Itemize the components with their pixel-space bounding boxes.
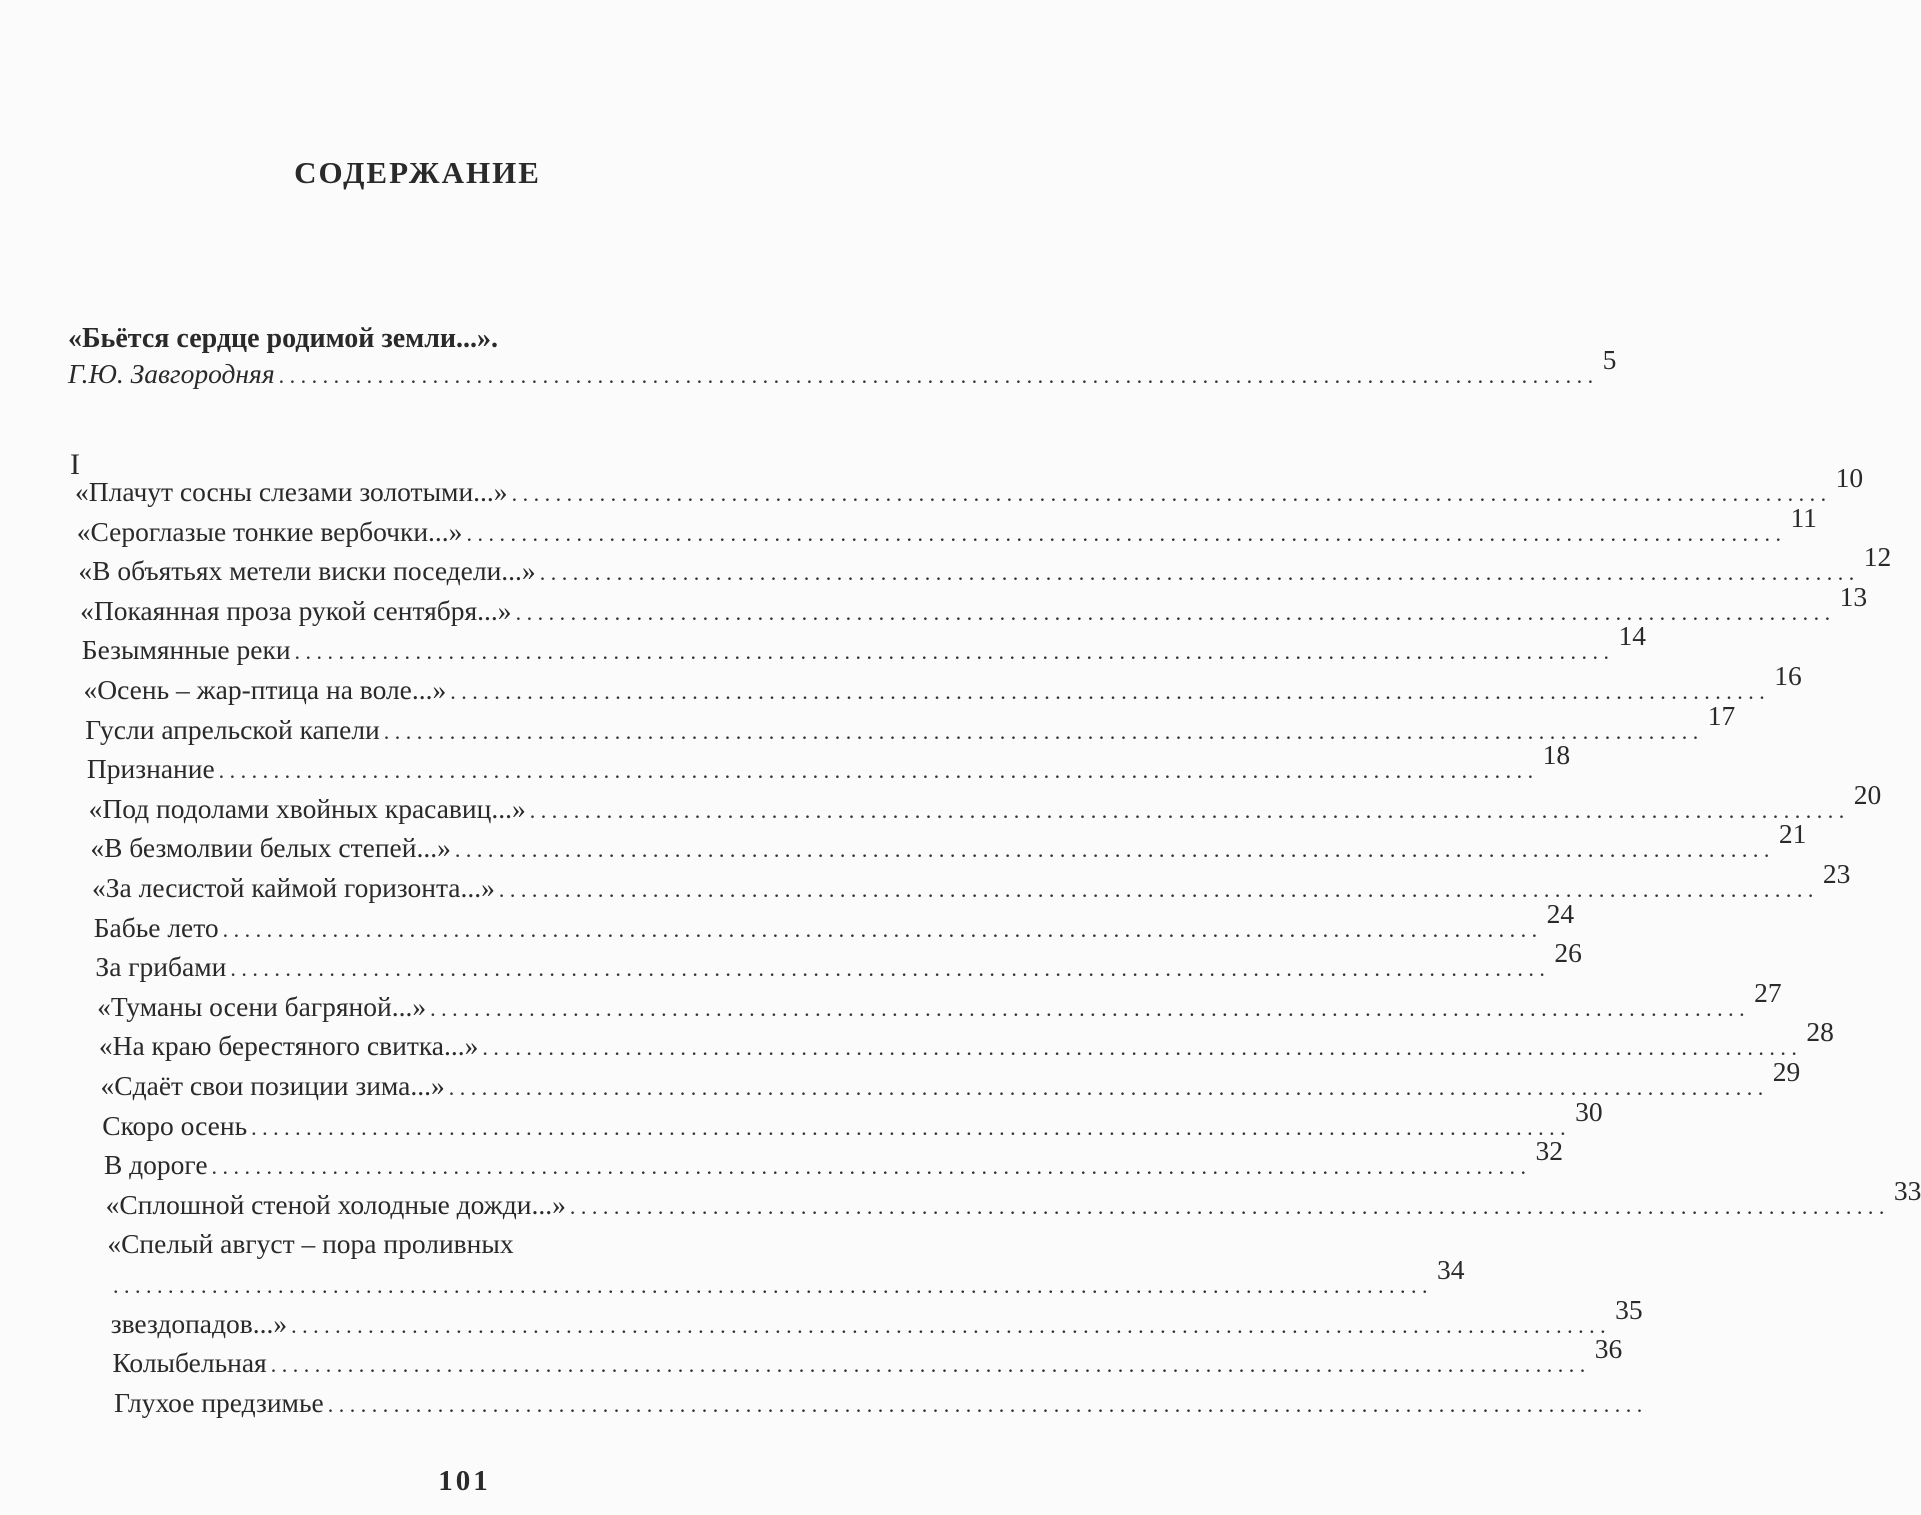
dot-leader: ........................................................................................................................ bbox=[450, 679, 1771, 704]
entry-title: Колыбельная bbox=[112, 1347, 267, 1379]
entry-title: «Под подолами хвойных красавиц...» bbox=[88, 792, 526, 824]
entry-title: Признание bbox=[86, 753, 215, 785]
entry-page: 30 bbox=[1575, 1095, 1603, 1127]
entry-page: 18 bbox=[1542, 739, 1571, 771]
dot-leader: ........................................................................................................................ bbox=[291, 1312, 1612, 1338]
dot-leader: ........................................................................................................................ bbox=[569, 1193, 1890, 1219]
toc-entry bbox=[81, 620, 1647, 667]
toc-entry bbox=[103, 1135, 1564, 1182]
toc-entry bbox=[78, 541, 1892, 588]
entry-title: Гусли апрельской капели bbox=[85, 713, 380, 745]
toc-entry bbox=[114, 1386, 1648, 1420]
toc-entry bbox=[100, 1056, 1801, 1103]
entry-page: 16 bbox=[1774, 660, 1802, 691]
entry-page: 24 bbox=[1546, 897, 1575, 929]
dot-leader: ........................................................................................................................ bbox=[218, 758, 1539, 784]
page-title: СОДЕРЖАНИЕ bbox=[294, 155, 541, 190]
entry-title: «На краю берестяного свитка...» bbox=[98, 1030, 479, 1062]
entry-title: «За лесистой каймой горизонта...» bbox=[92, 872, 495, 903]
dot-leader: ........................................................................................................................ bbox=[430, 995, 1751, 1021]
intro-title: «Бьётся сердце родимой земли...». bbox=[68, 323, 499, 354]
intro-page: 5 bbox=[1602, 344, 1617, 375]
dot-leader: ........................................................................................................................ bbox=[278, 363, 1599, 388]
dot-leader: ........................................................................................................................ bbox=[294, 639, 1615, 665]
entry-title: «Плачут сосны слезами золотыми...» bbox=[75, 476, 508, 507]
entry-page: 26 bbox=[1554, 937, 1582, 969]
dot-leader: ........................................................................................................................ bbox=[515, 599, 1836, 625]
entry-title: «Сдаёт свои позиции зима...» bbox=[100, 1070, 445, 1101]
dot-leader: ........................................................................................................................ bbox=[113, 1273, 1434, 1298]
toc-entry bbox=[102, 1095, 1603, 1143]
entry-page: 29 bbox=[1772, 1056, 1801, 1087]
entry-title: В дороге bbox=[103, 1149, 208, 1181]
entry-title: «Покаянная проза рукой сентября...» bbox=[80, 594, 512, 626]
toc-entry bbox=[86, 739, 1571, 786]
dot-leader: ........................................................................................................................ bbox=[270, 1352, 1591, 1378]
entry-page: 17 bbox=[1707, 699, 1736, 731]
dot-leader: ........................................................................................................................ bbox=[383, 718, 1704, 744]
entry-page: 34 bbox=[1437, 1254, 1465, 1285]
entry-page: 32 bbox=[1535, 1135, 1564, 1167]
dot-leader: ........................................................................................................................ bbox=[251, 1114, 1572, 1140]
dot-leader: ........................................................................................................................ bbox=[539, 560, 1860, 586]
dot-leader: ........................................................................................................................ bbox=[448, 1075, 1769, 1100]
toc-entry bbox=[80, 580, 1868, 628]
entry-title: «Осень – жар-птица на воле...» bbox=[83, 674, 447, 705]
intro-entry bbox=[68, 344, 1617, 391]
toc-entry bbox=[95, 937, 1582, 984]
entry-page: 36 bbox=[1594, 1333, 1623, 1365]
toc-entry bbox=[105, 1174, 1921, 1222]
entry-page: 13 bbox=[1839, 580, 1868, 612]
section-heading: I bbox=[70, 448, 80, 481]
entry-page: 10 bbox=[1835, 462, 1864, 493]
toc-entry bbox=[90, 818, 1807, 865]
dot-leader: ........................................................................................................................ bbox=[482, 1035, 1803, 1061]
toc-entry bbox=[98, 1016, 1834, 1063]
entry-page: 20 bbox=[1853, 778, 1882, 810]
entry-page: 11 bbox=[1790, 501, 1817, 533]
entry-title: Бабье лето bbox=[93, 911, 219, 943]
dot-leader: ........................................................................................................................ bbox=[222, 916, 1543, 942]
toc-entry bbox=[75, 462, 1864, 509]
entry-title: Безымянные реки bbox=[81, 634, 291, 666]
entry-page: 23 bbox=[1822, 858, 1851, 889]
entry-page: 14 bbox=[1618, 620, 1647, 652]
toc-entry bbox=[93, 897, 1575, 945]
toc-entry bbox=[76, 501, 1817, 549]
entry-page: 27 bbox=[1754, 976, 1782, 1008]
entry-title: «В объятьях метели виски поседели...» bbox=[78, 555, 536, 587]
dot-leader: ........................................................................................................................ bbox=[211, 1154, 1532, 1180]
entry-title: «Сероглазые тонкие вербочки...» bbox=[76, 515, 463, 547]
dot-leader: ........................................................................................................................ bbox=[511, 481, 1832, 506]
toc-entry bbox=[110, 1293, 1643, 1341]
dot-leader: ........................................................................................................................ bbox=[454, 837, 1775, 863]
entry-title: «Спелый август – пора проливных bbox=[107, 1228, 514, 1260]
dot-leader: ........................................................................................................................ bbox=[327, 1391, 1648, 1417]
toc-entry bbox=[97, 976, 1782, 1024]
dot-leader: ........................................................................................................................ bbox=[230, 956, 1551, 982]
dot-leader: ........................................................................................................................ bbox=[466, 520, 1787, 546]
dot-leader: ........................................................................................................................ bbox=[498, 877, 1819, 902]
toc-entry bbox=[83, 660, 1802, 707]
entry-title: Скоро осень bbox=[102, 1109, 248, 1141]
entry-page: 21 bbox=[1778, 818, 1807, 850]
entry-title: За грибами bbox=[95, 951, 227, 983]
entry-page: 35 bbox=[1615, 1293, 1643, 1325]
toc-entry bbox=[88, 778, 1882, 826]
entry-title: «В безмолвии белых степей...» bbox=[90, 832, 451, 864]
entry-title: Глухое предзимье bbox=[114, 1386, 324, 1418]
entry-page: 28 bbox=[1806, 1016, 1834, 1048]
page-number: 101 bbox=[438, 1465, 491, 1497]
entry-title: «Туманы осени багряной...» bbox=[97, 990, 427, 1022]
intro-author: Г.Ю. Завгородняя bbox=[68, 358, 275, 389]
toc-entry bbox=[112, 1333, 1623, 1380]
toc-entry bbox=[92, 858, 1851, 905]
toc-entry bbox=[107, 1227, 815, 1261]
entry-page: 33 bbox=[1893, 1174, 1921, 1206]
toc-entry bbox=[85, 699, 1736, 747]
entry-page: 12 bbox=[1863, 541, 1892, 573]
toc-entry bbox=[109, 1254, 1465, 1301]
dot-leader: ........................................................................................................................ bbox=[529, 797, 1850, 823]
entry-title: звездопадов...» bbox=[110, 1307, 288, 1339]
entry-title: «Сплошной стеной холодные дожди...» bbox=[105, 1188, 566, 1220]
